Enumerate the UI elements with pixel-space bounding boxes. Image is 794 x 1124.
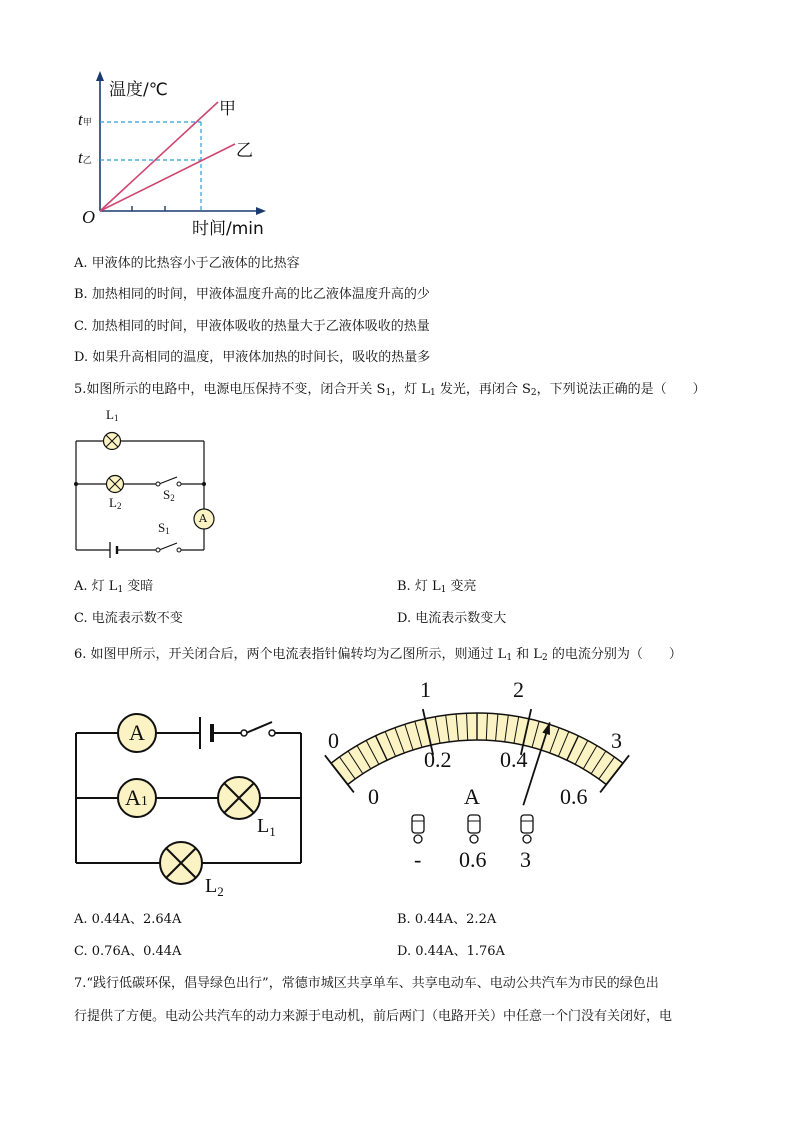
graph-origin: O [82, 207, 95, 227]
q6-ammeter-a1-label: A1 [125, 785, 148, 810]
q6-l1-label: $L_1$ [257, 815, 276, 839]
line-yi-label: 乙 [236, 141, 253, 161]
terminal-knob [412, 815, 424, 843]
q6-option-a[interactable]: A. 0.44A、2.64A [74, 912, 182, 927]
q6-l2-label: $L_2$ [205, 875, 224, 899]
q5-ammeter-label: A [199, 512, 207, 525]
q4-option-b[interactable]: B. 加热相同的时间，甲液体温度升高的比乙液体温度升高的少 [74, 287, 430, 302]
meter-top-label-2: 2 [513, 677, 524, 702]
switch-s1-contact [177, 548, 181, 552]
switch-s2-blade [159, 477, 177, 484]
q6-circuit [66, 700, 316, 900]
q6-option-d[interactable]: D. 0.44A、1.76A [397, 944, 505, 959]
lamp-l1 [218, 777, 260, 819]
terminals-svg [400, 812, 540, 852]
q4-option-c[interactable]: C. 加热相同的时间，甲液体吸收的热量大于乙液体吸收的热量 [74, 319, 430, 334]
lamp-l2 [160, 842, 202, 884]
switch-contact [241, 730, 247, 736]
q5-option-a[interactable]: A. 灯 $L_1$ 变暗 [74, 579, 154, 595]
line-jia [100, 102, 218, 211]
lamp-l2 [107, 476, 124, 493]
t-jia-label: t甲 [78, 110, 92, 129]
meter-top-label-3: 3 [611, 728, 622, 753]
junction-dot [74, 482, 78, 486]
switch-contact [269, 730, 275, 736]
q6-option-c[interactable]: C. 0.76A、0.44A [74, 944, 182, 959]
q5-stem: 5.如图所示的电路中，电源电压保持不变，闭合开关 $S_1$，灯 $L_1$ 发光，再闭合 $S_2$，下列说法正确的是（ ） [74, 382, 706, 398]
meter-bottom-label-1: 0.2 [424, 747, 452, 772]
terminal-label-minus: - [414, 847, 422, 872]
q5-option-b[interactable]: B. 灯 $L_1$ 变亮 [397, 579, 477, 595]
t-yi-label: t乙 [78, 148, 92, 167]
junction-dot [202, 482, 206, 486]
switch-s2-contact [177, 482, 181, 486]
q7-line-2: 行提供了方便。电动公共汽车的动力来源于电动机，前后两门（电路开关）中任意一个门没有关闭好，电 [74, 1009, 673, 1024]
q6-circuit-svg [66, 700, 316, 900]
y-axis-arrow [96, 71, 104, 81]
meter-bottom-label-0: 0 [368, 784, 379, 809]
q5-option-d[interactable]: D. 电流表示数变大 [397, 611, 507, 626]
q5-circuit-svg [60, 405, 230, 565]
switch-s2-contact [156, 482, 160, 486]
meter-top-label-0: 0 [328, 728, 339, 753]
q7-line-1: 7.“践行低碳环保，倡导绿色出行”，常德市城区共享单车、共享电动车、电动公共汽车为市民的绿色出 [74, 976, 659, 991]
q6-option-b[interactable]: B. 0.44A、2.2A [397, 912, 497, 927]
graph-y-label: 温度/℃ [109, 80, 168, 100]
q5-circuit [60, 405, 230, 565]
terminal-label-0.6: 0.6 [459, 847, 487, 872]
q6-stem: 6. 如图甲所示，开关闭合后，两个电流表指针偏转均为乙图所示，则通过 $L_1$ 和 $L_2$ 的电流分别为（ ） [74, 647, 682, 663]
q5-l2-label: $L_2$ [109, 495, 122, 511]
q5-l1-label: $L_1$ [106, 407, 119, 423]
q4-option-d[interactable]: D. 如果升高相同的温度，甲液体加热的时间长，吸收的热量多 [74, 350, 431, 365]
terminal-label-3: 3 [520, 847, 531, 872]
terminal-knob [468, 815, 480, 843]
graph-x-label: 时间/min [192, 219, 264, 239]
line-jia-label: 甲 [219, 99, 236, 119]
meter-bottom-label-2: 0.4 [500, 747, 528, 772]
meter-bottom-label-3: 0.6 [560, 784, 588, 809]
terminal-knob [521, 815, 533, 843]
q5-option-c[interactable]: C. 电流表示数不变 [74, 611, 183, 626]
switch-blade [246, 722, 272, 733]
q6-ammeter-a-label: A [129, 720, 145, 745]
meter-terminals [400, 812, 540, 852]
line-yi [100, 144, 235, 211]
meter-top-label-1: 1 [420, 677, 431, 702]
meter-unit: A [464, 784, 480, 809]
lamp-l1 [104, 433, 121, 450]
switch-s1-blade [159, 543, 177, 550]
q5-s2-label: $S_2$ [163, 487, 175, 503]
q4-option-a[interactable]: A. 甲液体的比热容小于乙液体的比热容 [74, 256, 300, 271]
switch-s1-contact [156, 548, 160, 552]
q5-s1-label: $S_1$ [158, 520, 170, 536]
